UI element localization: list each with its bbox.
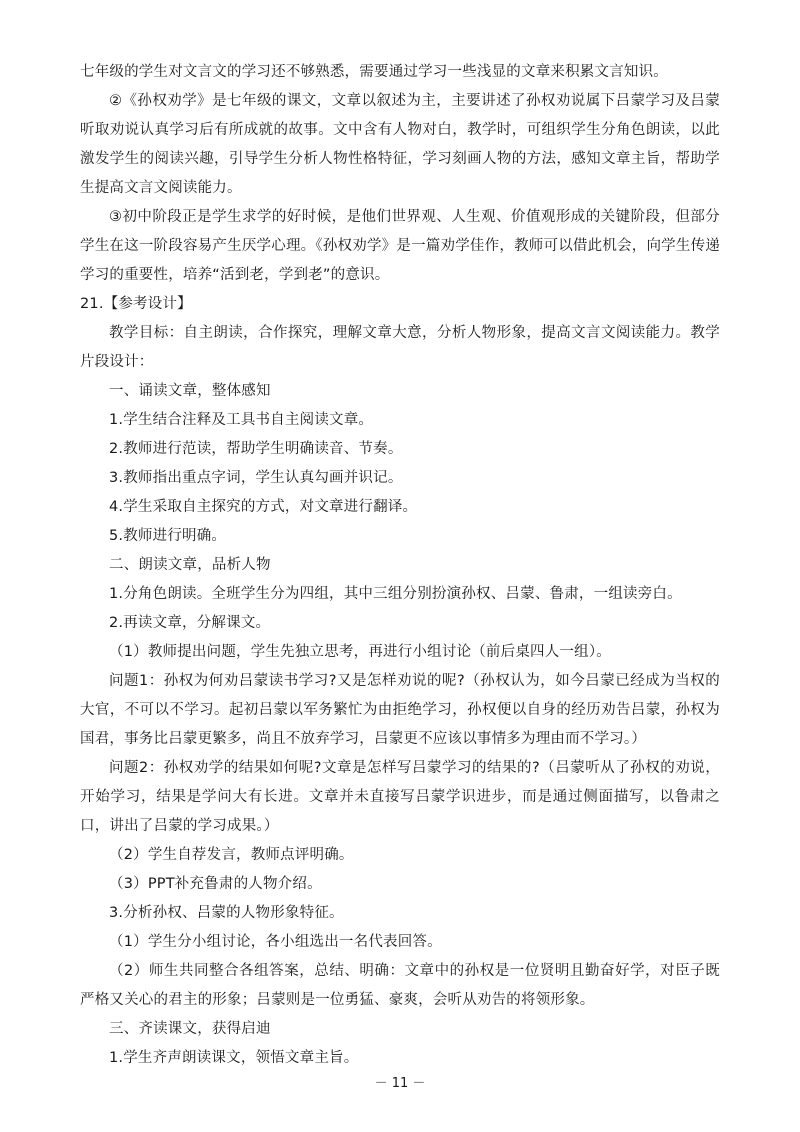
paragraph: 21.【参考设计】 [80, 296, 192, 312]
paragraph: 2.再读文章，分解课文。 [109, 615, 271, 631]
paragraph: （3）PPT补充鲁肃的人物介绍。 [109, 876, 322, 892]
paragraph: 1.学生结合注释及工具书自主阅读文章。 [109, 412, 374, 428]
paragraph: 1.学生齐声朗读课文，领悟文章主旨。 [109, 1050, 359, 1066]
paragraph: ③初中阶段正是学生求学的好时候，是他们世界观、人生观、价值观形成的关键阶段，但部分学生在这一阶段容易产生厌学心理。《孙权劝学》是一篇劝学佳作，教师可以借此机会，向学生传递学习的重要性，培养“活到老，学到老”的意识。 [80, 209, 720, 283]
paragraph: （1）学生分小组讨论，各小组选出一名代表回答。 [109, 934, 442, 950]
paragraph: 七年级的学生对文言文的学习还不够熟悉，需要通过学习一些浅显的文章来积累文言知识。 [80, 64, 668, 80]
paragraph: 3.教师指出重点字词，学生认真勾画并识记。 [109, 470, 403, 486]
paragraph: （1）教师提出问题，学生先独立思考，再进行小组讨论（前后桌四人一组）。 [109, 644, 611, 660]
paragraph: 一、诵读文章，整体感知 [109, 383, 271, 399]
paragraph: （2）师生共同整合各组答案，总结、明确：文章中的孙权是一位贤明且勤奋好学，对臣子既严格又关心的君主的形象；吕蒙则是一位勇猛、豪爽，会听从劝告的将领形象。 [80, 963, 720, 1008]
paragraph: 教学目标：自主朗读，合作探究，理解文章大意，分析人物形象，提高文言文阅读能力。教学片段设计： [80, 325, 720, 370]
paragraph: 问题2：孙权劝学的结果如何呢?文章是怎样写吕蒙学习的结果的?（吕蒙听从了孙权的劝说，开始学习，结果是学问大有长进。文章并未直接写吕蒙学识进步，而是通过侧面描写，以鲁肃之口，讲出了吕蒙的学习成果。） [80, 760, 720, 834]
document-body [80, 58, 720, 1073]
paragraph: 4.学生采取自主探究的方式，对文章进行翻译。 [109, 499, 418, 515]
page-number: － 11 － [374, 1076, 426, 1091]
paragraph: 2.教师进行范读，帮助学生明确读音、节奏。 [109, 441, 403, 457]
paragraph: 三、齐读课文，获得启迪 [109, 1021, 271, 1037]
paragraph: （2）学生自荐发言，教师点评明确。 [109, 847, 354, 863]
paragraph: 问题1：孙权为何劝吕蒙读书学习?又是怎样劝说的呢?（孙权认为，如今吕蒙已经成为当权的大官，不可以不学习。起初吕蒙以军务繁忙为由拒绝学习，孙权便以自身的经历劝告吕蒙，孙权为国君，事务比吕蒙更繁多，尚且不放弃学习，吕蒙更不应该以事情多为理由而不学习。） [80, 673, 720, 747]
paragraph: 5.教师进行明确。 [109, 528, 227, 544]
paragraph: 二、朗读文章，品析人物 [109, 557, 271, 573]
paragraph: 3.分析孙权、吕蒙的人物形象特征。 [109, 905, 344, 921]
paragraph: 1.分角色朗读。全班学生分为四组，其中三组分别扮演孙权、吕蒙、鲁肃，一组读旁白。 [109, 586, 682, 602]
paragraph: ②《孙权劝学》是七年级的课文，文章以叙述为主，主要讲述了孙权劝说属下吕蒙学习及吕蒙听取劝说认真学习后有所成就的故事。文中含有人物对白，教学时，可组织学生分角色朗读，以此激发学生的阅读兴趣，引导学生分析人物性格特征，学习刻画人物的方法，感知文章主旨，帮助学生提高文言文阅读能力。 [80, 93, 720, 196]
